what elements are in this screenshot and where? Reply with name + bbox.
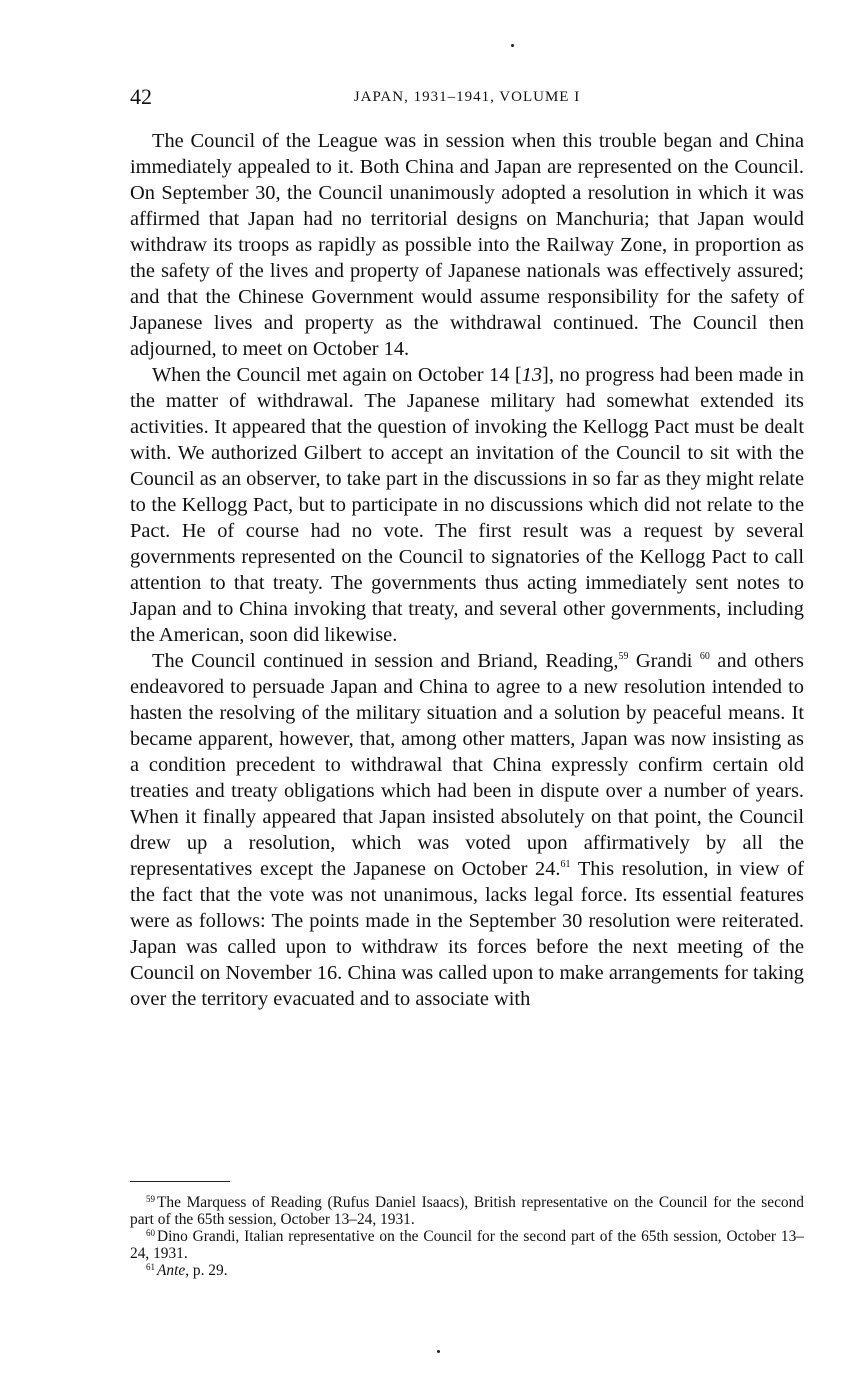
footnote-mark: 60 [146, 1228, 155, 1238]
footnote-ref-59[interactable]: 59 [618, 651, 629, 662]
footnote-text: , p. 29. [185, 1262, 228, 1279]
footnote-mark: 59 [146, 1194, 155, 1204]
top-speck [511, 44, 514, 47]
body-text [130, 128, 804, 1012]
footnotes [130, 1194, 804, 1279]
paragraph-3 [130, 648, 804, 1012]
footnote-text: Dino Grandi, Italian representative on the Council for the second part of the 65th session, October 13–24, 1931. [130, 1228, 804, 1262]
footnote-ref-61[interactable]: 61 [560, 859, 571, 870]
paragraph-2 [130, 362, 804, 648]
paragraph-3-text-d: This resolution, in view of the fact that the vote was not unanimous, lacks legal force. Its essential features were as follows: The points made in the September 30 resolution were reiterated. Japan was called upon to withdraw its forces before the next meeting of the Council on November 16. China was called upon to make arrangements for taking over the territory evacuated and to associate with [130, 858, 804, 1010]
footnote-italic: Ante [157, 1262, 186, 1279]
bottom-speck [437, 1350, 440, 1353]
footnote-59 [130, 1194, 804, 1228]
paragraph-3-text-b: Grandi [628, 650, 700, 672]
paragraph-1: The Council of the League was in session when this trouble began and China immediately appealed to it. Both China and Japan are represented on the Council. On September 30, the Council unanimously adopted a resolution in which it was affirmed that Japan had no territorial designs on Manchuria; that Japan would withdraw its troops as rapidly as possible into the Railway Zone, in proportion as the safety of the lives and property of Japanese nationals was effectively assured; and that the Chinese Government would assume responsibility for the safety of Japanese lives and property as the withdrawal continued. The Council then adjourned, to meet on October 14. [130, 130, 804, 360]
paragraph-2-text-b: ], no progress had been made in the matter of withdrawal. The Japanese military had somewhat extended its activities. It appeared that the question of invoking the Kellogg Pact must be dealt with. We authorized Gilbert to accept an invitation of the Council to sit with the Council as an observer, to take part in the discussions in so far as they might relate to the Kellogg Pact, but to participate in no discussions which did not relate to the Pact. He of course had no vote. The first result was a request by several governments represented on the Council to signatories of the Kellogg Pact to call attention to that treaty. The governments thus acting immediately sent notes to Japan and to China invoking that treaty, and several other governments, including the American, soon did likewise. [130, 364, 804, 646]
footnote-mark: 61 [146, 1262, 155, 1272]
footnote-60 [130, 1228, 804, 1262]
paragraph-3-text-c: and others endeavored to persuade Japan and China to agree to a new resolution intended to hasten the resolving of the military situation and a solution by peaceful means. It became apparent, however, that, among other matters, Japan was now insisting as a condition precedent to withdrawal that China expressly confirm certain old treaties and treaty obligations which had been in dispute over a number of years. When it finally appeared that Japan insisted absolutely on that point, the Council drew up a resolution, which was voted upon affirmatively by all the representatives except the Japanese on October 24. [130, 650, 804, 880]
footnote-61 [130, 1262, 804, 1279]
footnote-ref-60[interactable]: 60 [699, 651, 710, 662]
paragraph-2-italic-date: 13 [521, 364, 543, 386]
footnote-text: The Marquess of Reading (Rufus Daniel Isaacs), British representative on the Council for the second part of the 65th session, October 13–24, 1931. [130, 1194, 804, 1228]
footnote-divider [130, 1181, 230, 1182]
page-number: 42 [130, 84, 152, 109]
page-header [130, 84, 804, 114]
paragraph-3-text-a: The Council continued in session and Briand, Reading, [152, 650, 619, 672]
paragraph-2-text-a: When the Council met again on October 14 [ [152, 364, 522, 386]
running-title: JAPAN, 1931–1941, VOLUME I [353, 89, 581, 105]
